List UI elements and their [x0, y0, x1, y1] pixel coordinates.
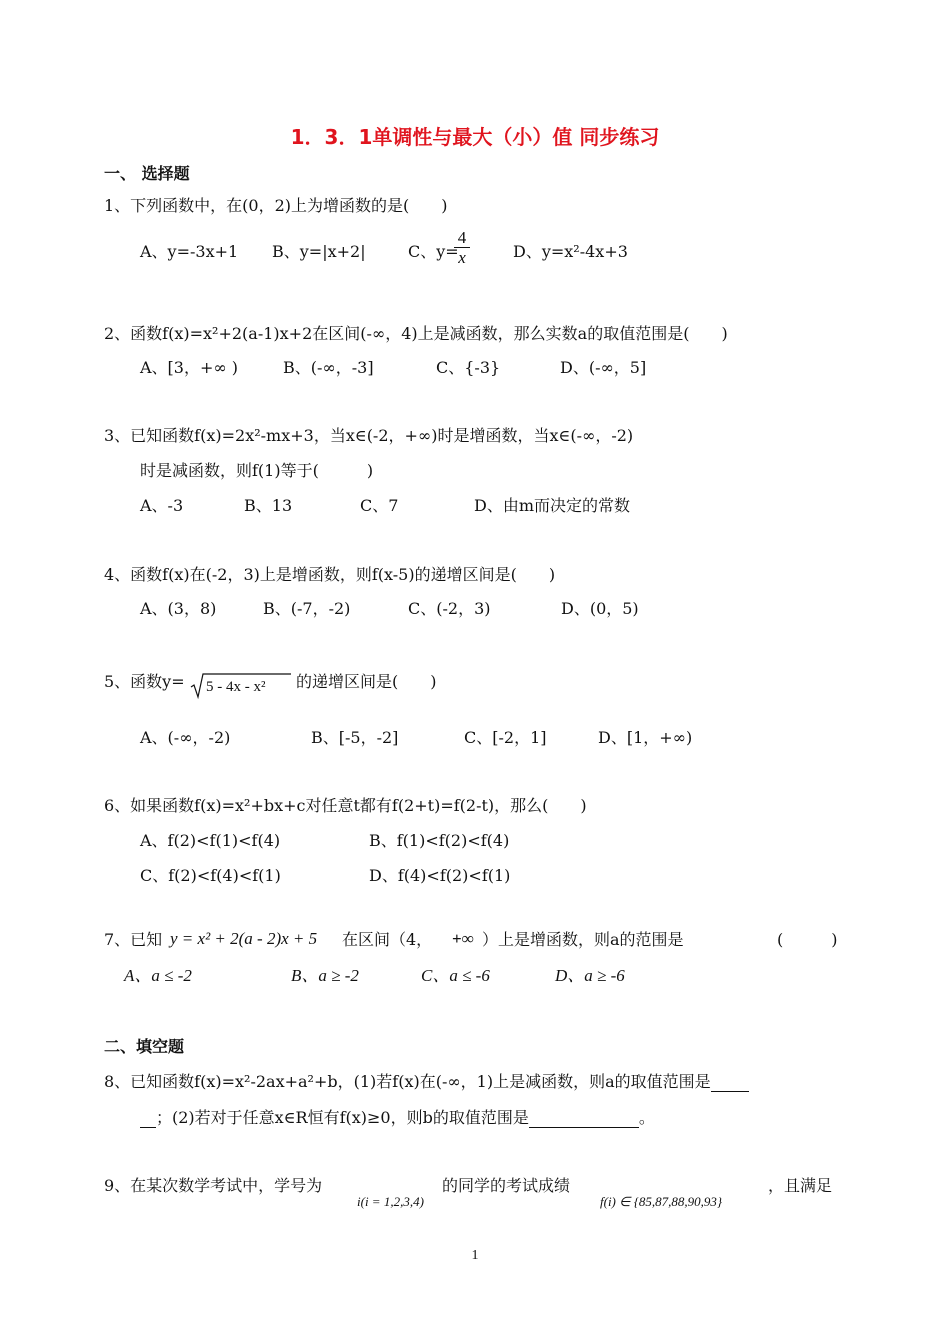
q6-option-d: D、f(4)<f(2)<f(1): [369, 866, 511, 885]
q8-blank-1b[interactable]: [140, 1111, 156, 1128]
q7-option-c: C、a ≤ -6: [421, 966, 490, 985]
q1-fraction-numerator: 4: [454, 229, 470, 248]
q9-suffix: ，且满足: [768, 1176, 833, 1195]
q3-option-d: D、由m而决定的常数: [474, 496, 631, 515]
page-number: 1: [471, 1248, 479, 1263]
q8-line2-end: 。: [638, 1108, 655, 1127]
q9-f-expression: f(i) ∈ {85,87,88,90,93}: [600, 1194, 723, 1209]
q9-mid: 的同学的考试成绩: [442, 1176, 571, 1195]
q6-option-c: C、f(2)<f(4)<f(1): [140, 866, 281, 885]
q6-option-a: A、f(2)<f(1)<f(4): [140, 831, 281, 850]
q5-stem-suffix: 的递增区间是( ): [296, 672, 437, 691]
section-fill-heading: 二、填空题: [104, 1037, 185, 1056]
q8-line1-text: 8、已知函数f(x)=x²-2ax+a²+b，(1)若f(x)在(-∞，1)上是减函数，则a的取值范围是: [104, 1072, 711, 1091]
q4-option-a: A、(3，8): [140, 599, 217, 618]
q5-option-a: A、(-∞，-2): [140, 728, 231, 747]
q3-option-a: A、-3: [140, 496, 184, 515]
q3-option-b: B、13: [244, 496, 293, 515]
q7-stem-prefix: 7、已知: [104, 930, 163, 949]
q7-stem-mid: 在区间（4，: [342, 930, 433, 949]
q5-sqrt: [190, 670, 292, 700]
q1-option-b: B、y=|x+2|: [272, 242, 366, 261]
q9-i-expression: i(i = 1,2,3,4): [357, 1194, 424, 1209]
q7-option-d: D、a ≥ -6: [555, 966, 625, 985]
q7-answer-paren: ( ): [777, 930, 838, 949]
q4-option-c: C、(-2，3): [408, 599, 491, 618]
q7-infinity: +∞: [452, 929, 474, 948]
q1-stem: 1、下列函数中，在(0，2)上为增函数的是( ): [104, 196, 448, 215]
q6-option-b: B、f(1)<f(2)<f(4): [369, 831, 510, 850]
q4-option-b: B、(-7，-2): [263, 599, 351, 618]
q3-option-c: C、7: [360, 496, 399, 515]
q7-option-a: A、a ≤ -2: [124, 966, 192, 985]
q2-stem: 2、函数f(x)=x²+2(a-1)x+2在区间(-∞，4)上是减函数，那么实数a的取值范围是( ): [104, 324, 728, 343]
q2-option-c: C、{-3}: [436, 358, 501, 377]
q9-prefix: 9、在某次数学考试中，学号为: [104, 1176, 323, 1195]
q4-stem: 4、函数f(x)在(-2，3)上是增函数，则f(x-5)的递增区间是( ): [104, 565, 556, 584]
q5-option-c: C、[-2，1]: [464, 728, 547, 747]
q8-line2: [140, 1108, 655, 1128]
q1-fraction-denominator: x: [458, 248, 466, 267]
q7-formula: y = x² + 2(a - 2)x + 5: [170, 929, 318, 948]
q3-stem-line2: 时是减函数，则f(1)等于( ): [140, 461, 374, 480]
q1-fraction: [454, 229, 470, 268]
q5-radicand: 5 - 4x - x²: [206, 679, 266, 695]
q2-option-a: A、[3，+∞ ): [140, 358, 239, 377]
q4-option-d: D、(0，5): [561, 599, 639, 618]
q2-option-d: D、(-∞，5]: [560, 358, 647, 377]
q6-stem: 6、如果函数f(x)=x²+bx+c对任意t都有f(2+t)=f(2-t)，那么( ): [104, 796, 587, 815]
q7-option-b: B、a ≥ -2: [291, 966, 359, 985]
q1-option-d: D、y=x²-4x+3: [513, 242, 628, 261]
q8-blank-2[interactable]: [529, 1111, 639, 1128]
q7-stem-suffix: ）上是增函数，则a的范围是: [482, 930, 684, 949]
q5-option-d: D、[1，+∞): [598, 728, 693, 747]
q5-stem-prefix: 5、函数y=: [104, 672, 185, 691]
page-title: 1．3．1单调性与最大（小）值 同步练习: [290, 125, 660, 149]
section-choice-heading: 一、 选择题: [104, 164, 190, 183]
q2-option-b: B、(-∞，-3]: [283, 358, 374, 377]
q8-line2-text: ；(2)若对于任意x∈R恒有f(x)≥0，则b的取值范围是: [156, 1108, 529, 1127]
q5-option-b: B、[-5，-2]: [311, 728, 399, 747]
q8-blank-1a[interactable]: [711, 1075, 749, 1092]
q3-stem-line1: 3、已知函数f(x)=2x²-mx+3，当x∈(-2，+∞)时是增函数，当x∈(-∞，-2): [104, 426, 634, 445]
q8-line1: [104, 1072, 749, 1092]
q1-option-a: A、y=-3x+1: [140, 242, 239, 261]
q1-option-c: C、y=: [408, 242, 459, 261]
